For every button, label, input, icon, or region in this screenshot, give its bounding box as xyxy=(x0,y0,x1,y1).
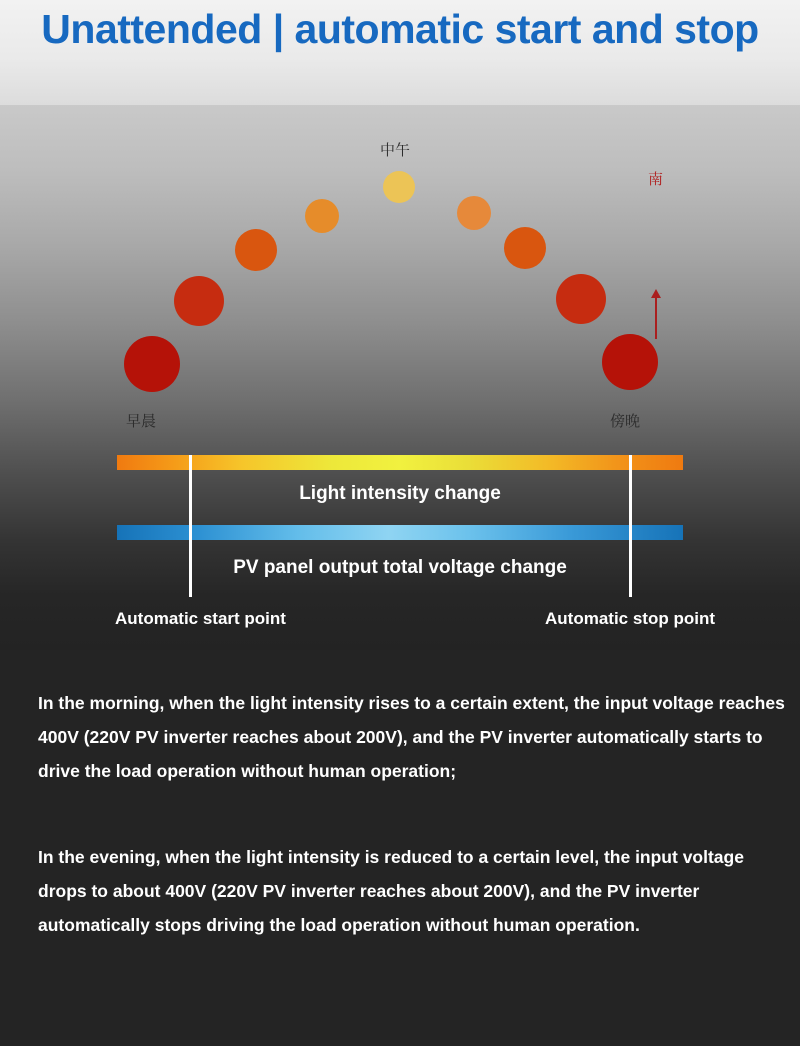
description-section xyxy=(0,650,800,1046)
label-evening: 傍晚 xyxy=(610,412,641,430)
automatic-stop-marker xyxy=(629,455,632,597)
sun-dawn xyxy=(124,336,180,392)
automatic-start-marker xyxy=(189,455,192,597)
label-morning: 早晨 xyxy=(126,412,157,430)
automatic-start-label: Automatic start point xyxy=(115,609,286,628)
description-paragraph-1: In the morning, when the light intensity rises to a certain extent, the input voltage reaches 400V (220V PV inverter reaches about 200V), and the PV inverter automatically starts to drive the load operation without human operation; xyxy=(38,693,785,781)
page-title: Unattended | automatic start and stop xyxy=(41,6,759,52)
sun-late-morning xyxy=(305,199,339,233)
south-arrow-icon xyxy=(655,297,657,339)
header-band xyxy=(0,0,800,105)
pv-voltage-caption: PV panel output total voltage change xyxy=(233,557,567,578)
label-south: 南 xyxy=(648,170,664,188)
pv-voltage-bar xyxy=(117,525,683,540)
sun-mid-morning xyxy=(235,229,277,271)
label-noon: 中午 xyxy=(380,141,411,159)
sun-dusk xyxy=(602,334,658,390)
description-paragraph-2: In the evening, when the light intensity is reduced to a certain level, the input voltage drops to about 400V (220V PV inverter reaches about 200V), and the PV inverter automatically stops driving the load operation without human operation. xyxy=(38,847,744,935)
automatic-stop-label: Automatic stop point xyxy=(545,609,715,628)
light-intensity-caption: Light intensity change xyxy=(299,483,501,504)
light-intensity-bar xyxy=(117,455,683,470)
sun-early-morning xyxy=(174,276,224,326)
sun-early-afternoon xyxy=(457,196,491,230)
sun-mid-afternoon xyxy=(504,227,546,269)
sun-noon xyxy=(383,171,415,203)
sun-late-afternoon xyxy=(556,274,606,324)
sun-arc-diagram xyxy=(0,105,800,650)
